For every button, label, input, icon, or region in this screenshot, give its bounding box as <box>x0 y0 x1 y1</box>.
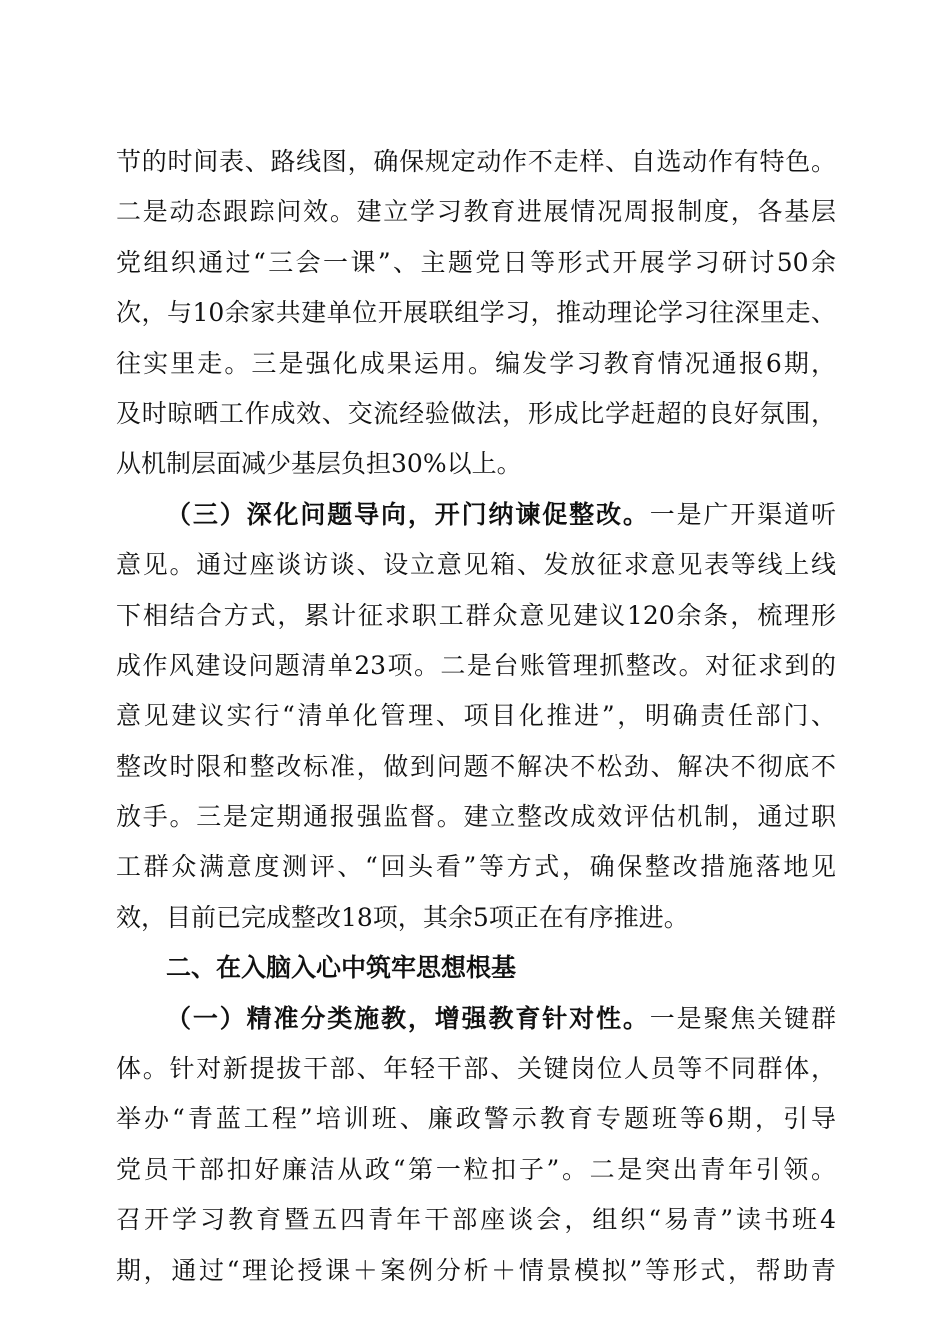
section-heading: 二、在入脑入心中筑牢思想根基 <box>166 953 517 983</box>
text-line: 二是动态跟踪问效。建立学习教育进展情况周报制度，各基层 <box>116 197 836 227</box>
text-line: 工群众满意度测评、“回头看”等方式，确保整改措施落地见 <box>116 852 836 882</box>
text-line: 节的时间表、路线图，确保规定动作不走样、自选动作有特色。 <box>116 147 836 176</box>
text-line: 放手。三是定期通报强监督。建立整改成效评估机制，通过职 <box>116 802 836 832</box>
text-line: 及时晾晒工作成效、交流经验做法，形成比学赶超的良好氛围， <box>116 398 836 428</box>
text-line: 意见。通过座谈访谈、设立意见箱、发放征求意见表等线上线 <box>116 550 836 580</box>
text-line: 意见建议实行“清单化管理、项目化推进”，明确责任部门、 <box>116 701 836 731</box>
subsection-paragraph-start <box>116 994 836 1044</box>
subsection-heading: （三）深化问题导向，开门纳谏促整改。 <box>166 499 650 529</box>
text-line: 期，通过“理论授课＋案例分析＋情景模拟”等形式，帮助青 <box>116 1255 836 1285</box>
text-line: 次，与10余家共建单位开展联组学习，推动理论学习往深里走、 <box>116 298 836 328</box>
text-run: 一是广开渠道听 <box>649 499 836 529</box>
text-line: 成作风建设问题清单23项。二是台账管理抓整改。对征求到的 <box>116 650 836 680</box>
text-line: 党员干部扣好廉洁从政“第一粒扣子”。二是突出青年引领。 <box>116 1154 836 1184</box>
subsection-paragraph-start <box>116 490 836 540</box>
text-line: 整改时限和整改标准，做到问题不解决不松劲、解决不彻底不 <box>116 751 836 781</box>
body-text <box>116 137 836 1296</box>
text-line: 召开学习教育暨五四青年干部座谈会，组织“易青”读书班4 <box>116 1205 836 1235</box>
text-line: 往实里走。三是强化成果运用。编发学习教育情况通报6期， <box>116 348 836 378</box>
subsection-heading: （一）精准分类施教，增强教育针对性。 <box>166 1003 650 1033</box>
text-run: 一是聚焦关键群 <box>649 1003 836 1033</box>
text-line: 效，目前已完成整改18项，其余5项正在有序推进。 <box>116 902 689 932</box>
text-line: 党组织通过“三会一课”、主题党日等形式开展学习研讨50余 <box>116 247 836 277</box>
text-line: 下相结合方式，累计征求职工群众意见建议120余条，梳理形 <box>116 600 836 630</box>
text-line: 举办“青蓝工程”培训班、廉政警示教育专题班等6期，引导 <box>116 1104 836 1134</box>
text-line: 体。针对新提拔干部、年轻干部、关键岗位人员等不同群体， <box>116 1054 836 1084</box>
text-line: 从机制层面减少基层负担30%以上。 <box>116 449 522 479</box>
